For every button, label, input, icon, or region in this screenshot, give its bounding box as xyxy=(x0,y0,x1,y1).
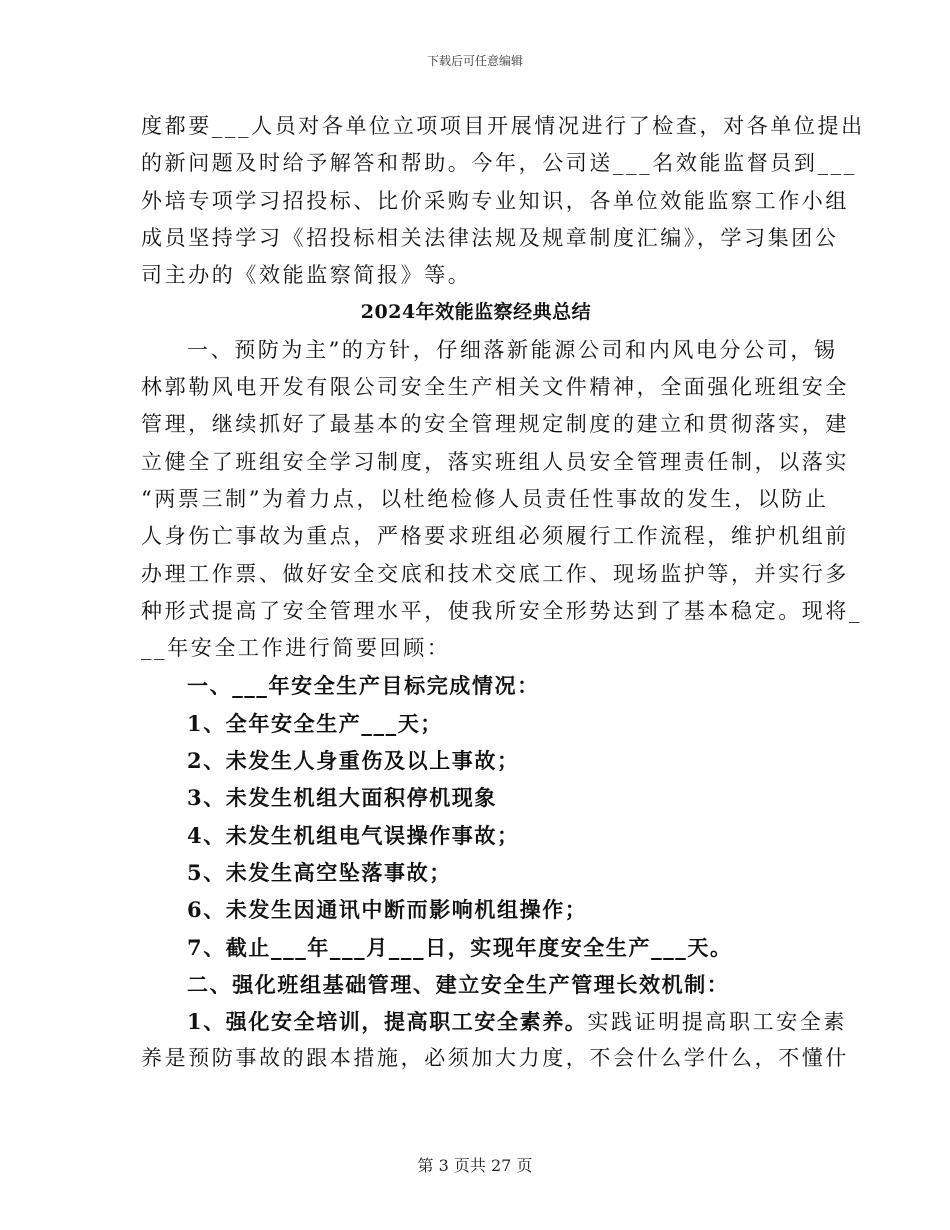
list-item: 2、未发生人身重伤及以上事故； xyxy=(187,748,520,774)
paragraph-line: 度都要___人员对各单位立项项目开展情况进行了检查，对各单位提出 xyxy=(141,114,865,138)
list-item: 3、未发生机组大面积停机现象 xyxy=(187,785,498,811)
list-item: 7、截止___年___月___日，实现年度安全生产___天。 xyxy=(187,934,733,960)
paragraph-line: 立健全了班组安全学习制度，落实班组人员安全管理责任制，以落实 xyxy=(141,449,849,474)
paragraph-line: 办理工作票、做好安全交底和技术交底工作、现场监护等，并实行多 xyxy=(141,561,849,586)
paragraph-line: 养是预防事故的跟本措施，必须加大力度，不会什么学什么，不懂什 xyxy=(141,1046,849,1071)
paragraph-line: 林郭勒风电开发有限公司安全生产相关文件精神，全面强化班组安全 xyxy=(141,375,849,400)
document-title: 2024年效能监察经典总结 xyxy=(360,301,592,324)
paragraph-line: __年安全工作进行简要回顾： xyxy=(141,636,451,661)
paragraph-text: 实践证明提高职工安全素 xyxy=(587,1010,848,1035)
paragraph-line xyxy=(141,1003,848,1040)
bold-lead-text: 1、强化安全培训，提高职工安全素养。 xyxy=(187,1009,588,1035)
list-item: 6、未发生因通讯中断而影响机组操作； xyxy=(187,897,588,923)
list-item: 4、未发生机组电气误操作事故； xyxy=(187,822,520,848)
paragraph-line: 的新问题及时给予解答和帮助。今年，公司送___名效能监督员到___ xyxy=(141,151,857,176)
paragraph-line: 成员坚持学习《招投标相关法律法规及规章制度汇编》，学习集团公 xyxy=(141,225,839,250)
page-footer: 第 3 页共 27 页 xyxy=(417,1156,533,1175)
section-heading: 一、___年安全生产目标完成情况： xyxy=(187,673,540,699)
paragraph-line: 人身伤亡事故为重点，严格要求班组必须履行工作流程，维护机组前 xyxy=(141,524,849,549)
list-item: 1、全年安全生产___天； xyxy=(187,710,443,736)
paragraph-line: 司主办的《效能监察简报》等。 xyxy=(141,263,472,288)
paragraph-line: 管理，继续抓好了最基本的安全管理规定制度的建立和贯彻落实，建 xyxy=(141,412,849,437)
paragraph-line: “两票三制”为着力点，以杜绝检修人员责任性事故的发生，以防止 xyxy=(141,486,829,511)
paragraph-line: 一、预防为主”的方针，仔细落新能源公司和内风电分公司，锡 xyxy=(187,337,838,362)
document-body xyxy=(141,108,865,1078)
section-heading: 二、强化班组基础管理、建立安全生产管理长效机制： xyxy=(187,971,730,997)
paragraph-line: 种形式提高了安全管理水平，使我所安全形势达到了基本稳定。现将_ xyxy=(141,598,863,623)
list-item: 5、未发生高空坠落事故； xyxy=(187,859,452,885)
page-header: 下载后可任意编辑 xyxy=(426,54,523,68)
paragraph-line: 外培专项学习招投标、比价采购专业知识，各单位效能监察工作小组 xyxy=(141,188,849,213)
